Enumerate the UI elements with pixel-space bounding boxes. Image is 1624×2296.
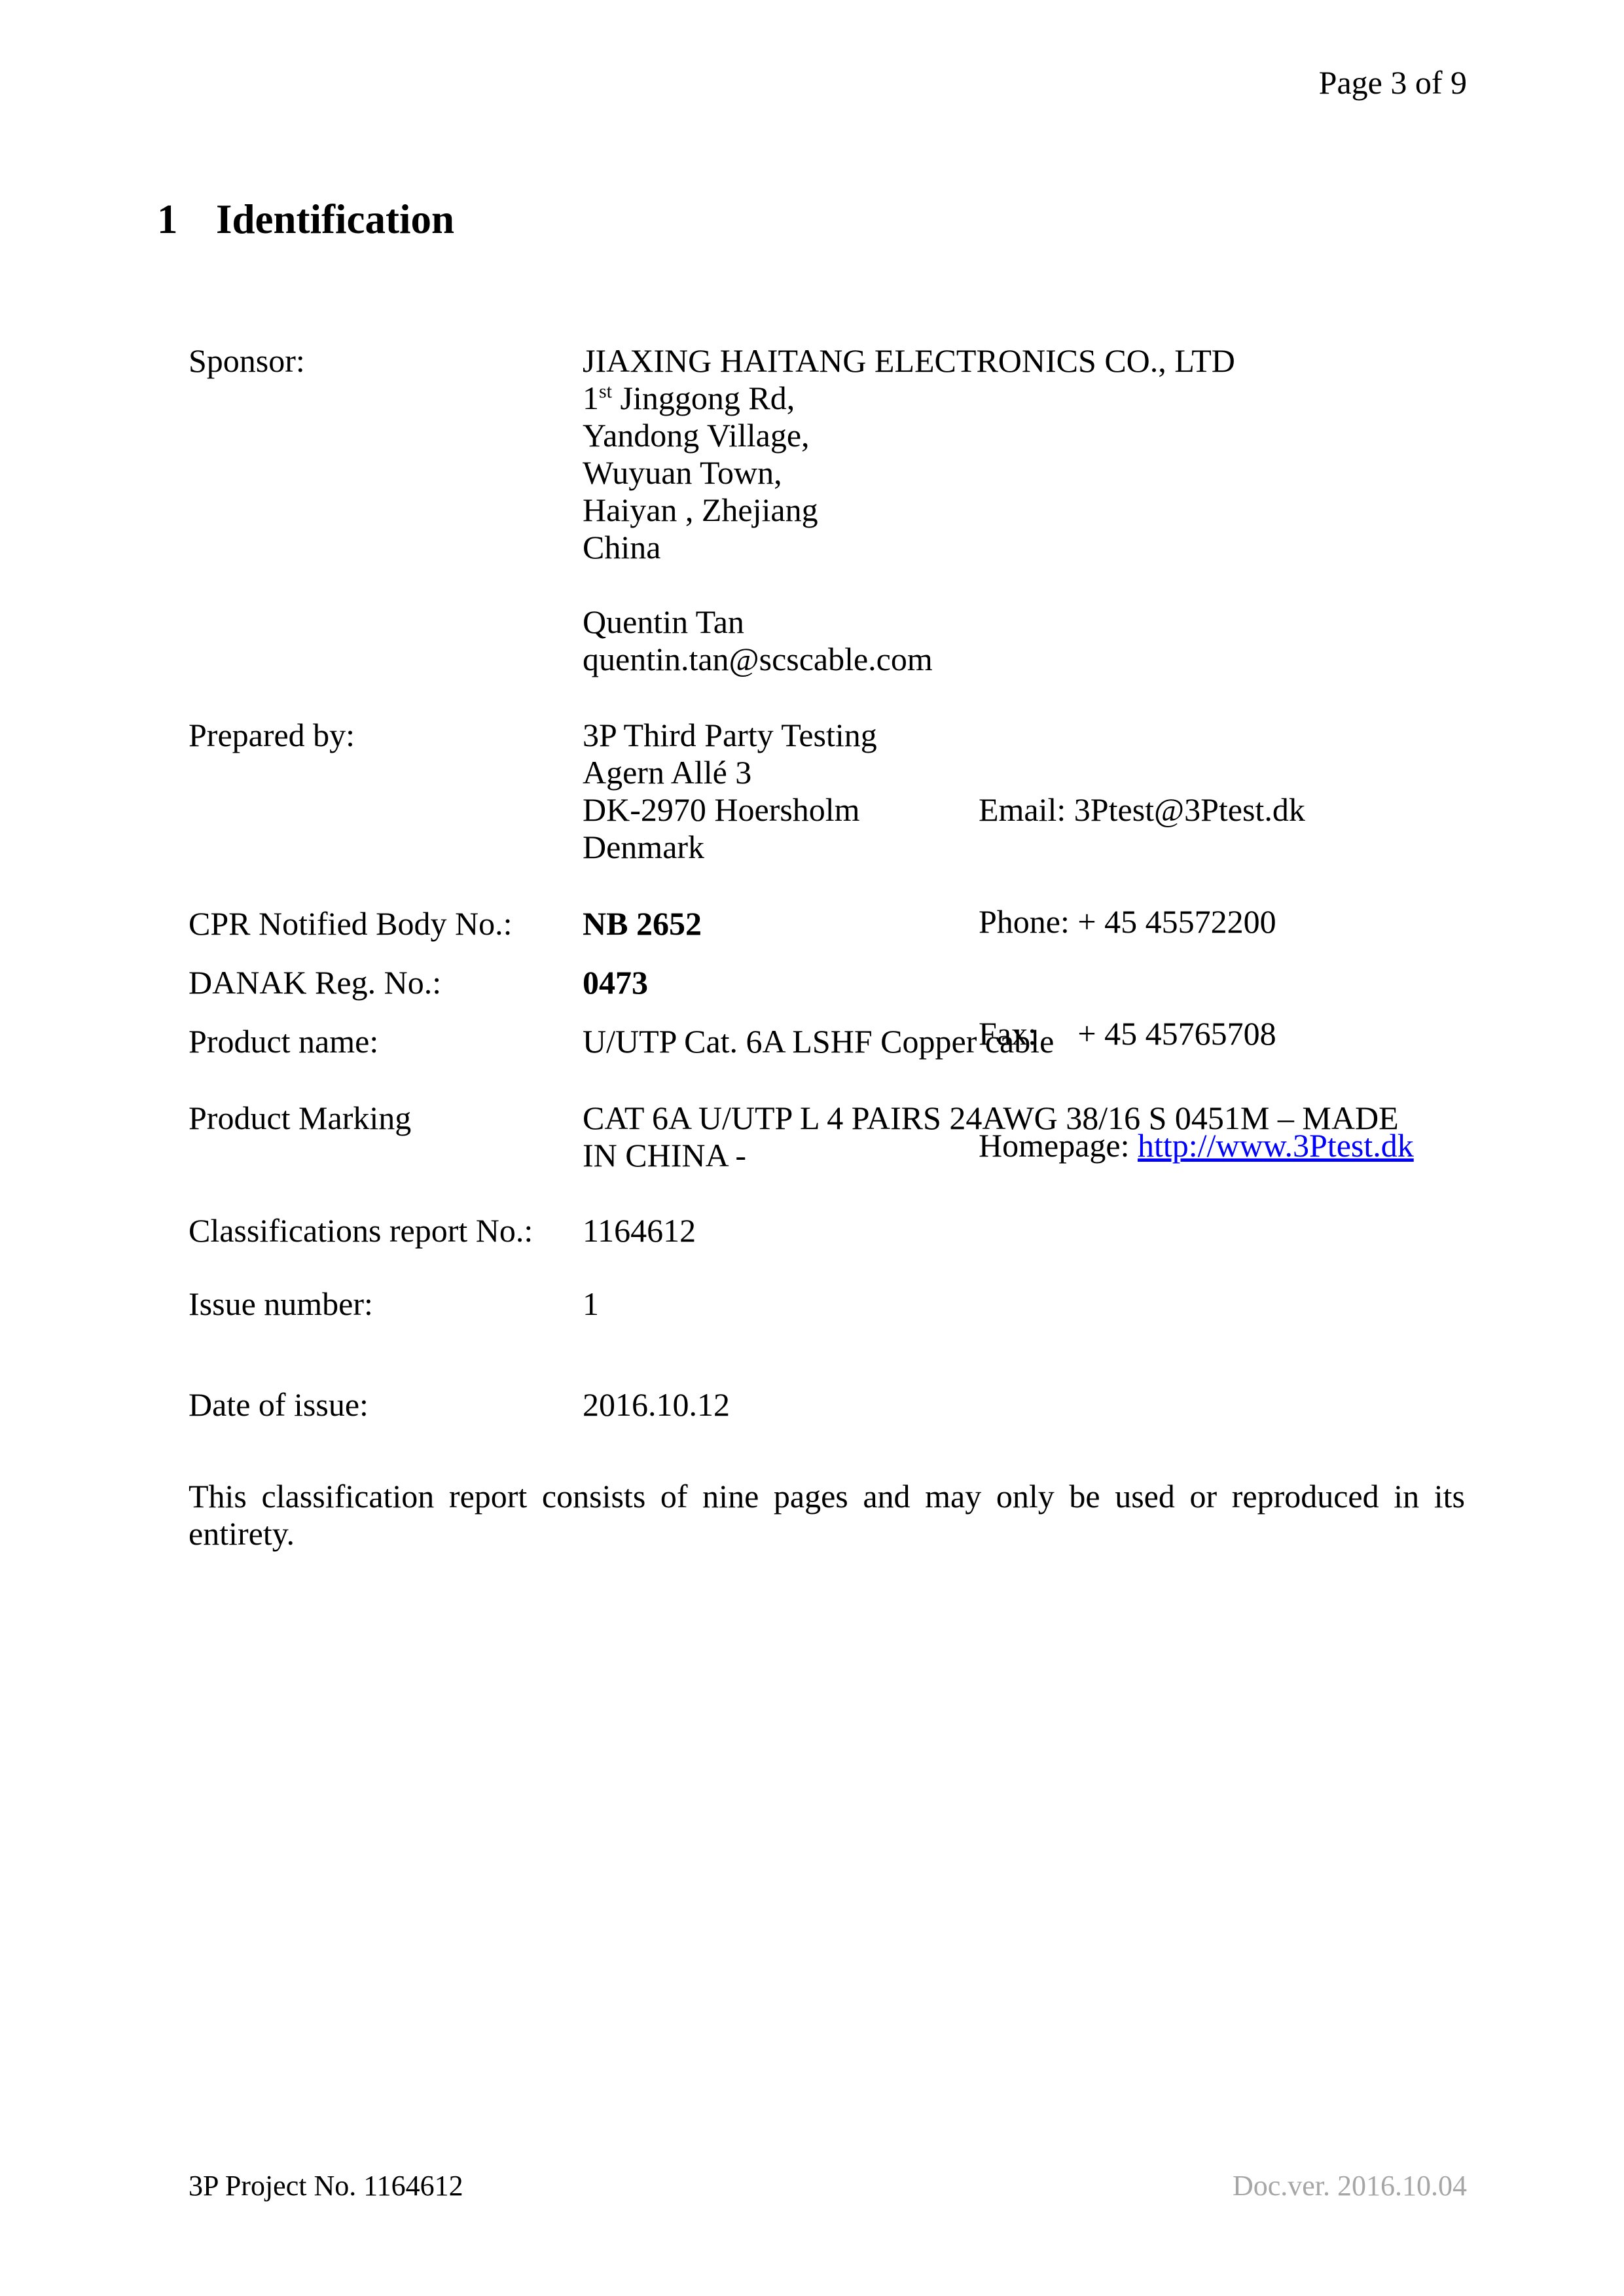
sponsor-value xyxy=(583,342,1235,678)
closing-paragraph-line-1: This classification report consists of nine pages and may only be used or reproduced in its xyxy=(189,1478,1465,1515)
field-value: 0473 xyxy=(583,964,648,1001)
sponsor-address-line-2: Yandong Village, xyxy=(583,417,810,454)
homepage-link[interactable]: http://www.3Ptest.dk xyxy=(1137,1127,1414,1164)
field-label: DANAK Reg. No.: xyxy=(189,964,442,1001)
field-label: Product name: xyxy=(189,1023,379,1060)
sponsor-label: Sponsor: xyxy=(189,342,305,379)
section-title: Identification xyxy=(216,196,455,242)
field-value: U/UTP Cat. 6A LSHF Copper cable xyxy=(583,1023,1055,1060)
sponsor-address-line-3: Wuyuan Town, xyxy=(583,454,782,491)
sponsor-company: JIAXING HAITANG ELECTRONICS CO., LTD xyxy=(583,342,1235,379)
footer-project-number: 3P Project No. 1164612 xyxy=(189,2170,463,2202)
section-number: 1 xyxy=(157,196,178,242)
page-number: Page 3 of 9 xyxy=(1318,64,1467,101)
field-label: Classifications report No.: xyxy=(189,1212,533,1249)
sponsor-contact-name: Quentin Tan xyxy=(583,603,744,640)
field-value: 1164612 xyxy=(583,1212,696,1249)
ordinal-suffix: st xyxy=(599,380,613,403)
footer-doc-version: Doc.ver. 2016.10.04 xyxy=(1232,2170,1467,2202)
homepage-label: Homepage: xyxy=(979,1127,1138,1164)
contact-phone-line: Phone: + 45 45572200 xyxy=(979,903,1276,940)
contact-fax-line: Fax: + 45 45765708 xyxy=(979,1015,1276,1052)
section-heading xyxy=(157,196,454,242)
org-line-3: DK-2970 Hoersholm xyxy=(583,791,860,828)
closing-paragraph xyxy=(189,1478,1465,1552)
field-value: 2016.10.12 xyxy=(583,1386,730,1423)
field-label: Date of issue: xyxy=(189,1386,369,1423)
sponsor-contact-email: quentin.tan@scscable.com xyxy=(583,641,933,677)
field-value xyxy=(583,1100,1473,1174)
field-label: CPR Notified Body No.: xyxy=(189,905,513,942)
field-value: 1 xyxy=(583,1285,599,1322)
field-label: Product Marking xyxy=(189,1100,412,1136)
sponsor-address-line-1: 1st Jinggong Rd, xyxy=(583,380,795,416)
closing-paragraph-line-2: entirety. xyxy=(189,1515,295,1552)
org-line-2: Agern Allé 3 xyxy=(583,754,752,791)
sponsor-address-line-5: China xyxy=(583,529,661,565)
prepared-by-label: Prepared by: xyxy=(189,717,355,753)
marking-line-1: CAT 6A U/UTP L 4 PAIRS 24AWG 38/16 S 0451M – MADE xyxy=(583,1100,1399,1136)
field-label: Issue number: xyxy=(189,1285,373,1322)
org-line-4: Denmark xyxy=(583,829,705,865)
contact-email-line: Email: 3Ptest@3Ptest.dk xyxy=(979,791,1305,828)
field-value: NB 2652 xyxy=(583,905,702,942)
marking-line-2: IN CHINA - xyxy=(583,1137,746,1174)
sponsor-address-line-4: Haiyan , Zhejiang xyxy=(583,492,818,528)
blank-line xyxy=(583,566,1235,603)
org-line-1: 3P Third Party Testing xyxy=(583,717,877,753)
prepared-by-org xyxy=(583,717,877,866)
